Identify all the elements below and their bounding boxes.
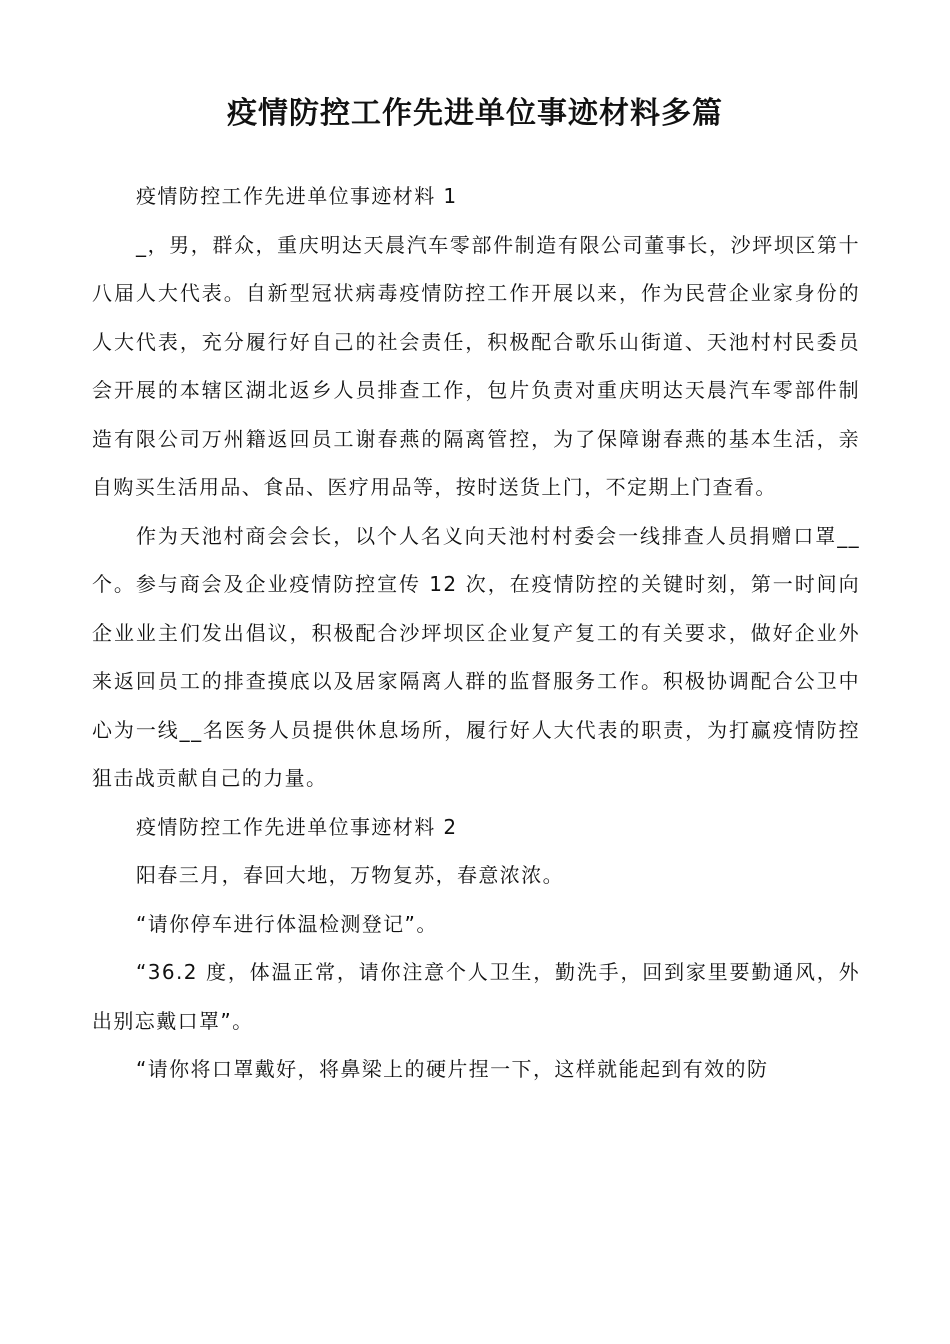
section-2-paragraph-3: “36.2 度，体温正常，请你注意个人卫生，勤洗手，回到家里要勤通风，外出别忘戴口罩”。 bbox=[92, 960, 860, 1033]
document-body bbox=[92, 172, 860, 1094]
section-1-heading: 疫情防控工作先进单位事迹材料 1 bbox=[136, 184, 458, 208]
section-2-heading: 疫情防控工作先进单位事迹材料 2 bbox=[136, 814, 458, 839]
section-2-paragraph-2: “请你停车进行体温检测登记”。 bbox=[136, 911, 438, 936]
section-2-paragraph-4: “请你将口罩戴好，将鼻梁上的硬片捏一下，这样就能起到有效的防 bbox=[136, 1057, 769, 1081]
section-1-paragraph-2: 作为天池村商会会长，以个人名义向天池村村委会一线排查人员捐赠口罩__个。参与商会及企业疫情防控宣传 12 次，在疫情防控的关键时刻，第一时间向企业业主们发出倡议，积极配合沙坪坝区企业复产复工的有关要求，做好企业外来返回员工的排查摸底以及居家隔离人群的监督服务工作。积极协调配合公卫中心为一线__名医务人员提供休息场所，履行好人大代表的职责，为打赢疫情防控狙击战贡献自己的力量。 bbox=[92, 523, 860, 790]
section-2-paragraph-1: 阳春三月，春回大地，万物复苏，春意浓浓。 bbox=[136, 863, 564, 887]
section-1-paragraph-1: _，男，群众，重庆明达天晨汽车零部件制造有限公司董事长，沙坪坝区第十八届人大代表。自新型冠状病毒疫情防控工作开展以来，作为民营企业家身份的人大代表，充分履行好自己的社会责任，积极配合歌乐山街道、天池村村民委员会开展的本辖区湖北返乡人员排查工作，包片负责对重庆明达天晨汽车零部件制造有限公司万州籍返回员工谢春燕的隔离管控，为了保障谢春燕的基本生活，亲自购买生活用品、食品、医疗用品等，按时送货上门，不定期上门查看。 bbox=[92, 232, 860, 499]
document-title: 疫情防控工作先进单位事迹材料多篇 bbox=[227, 96, 723, 131]
